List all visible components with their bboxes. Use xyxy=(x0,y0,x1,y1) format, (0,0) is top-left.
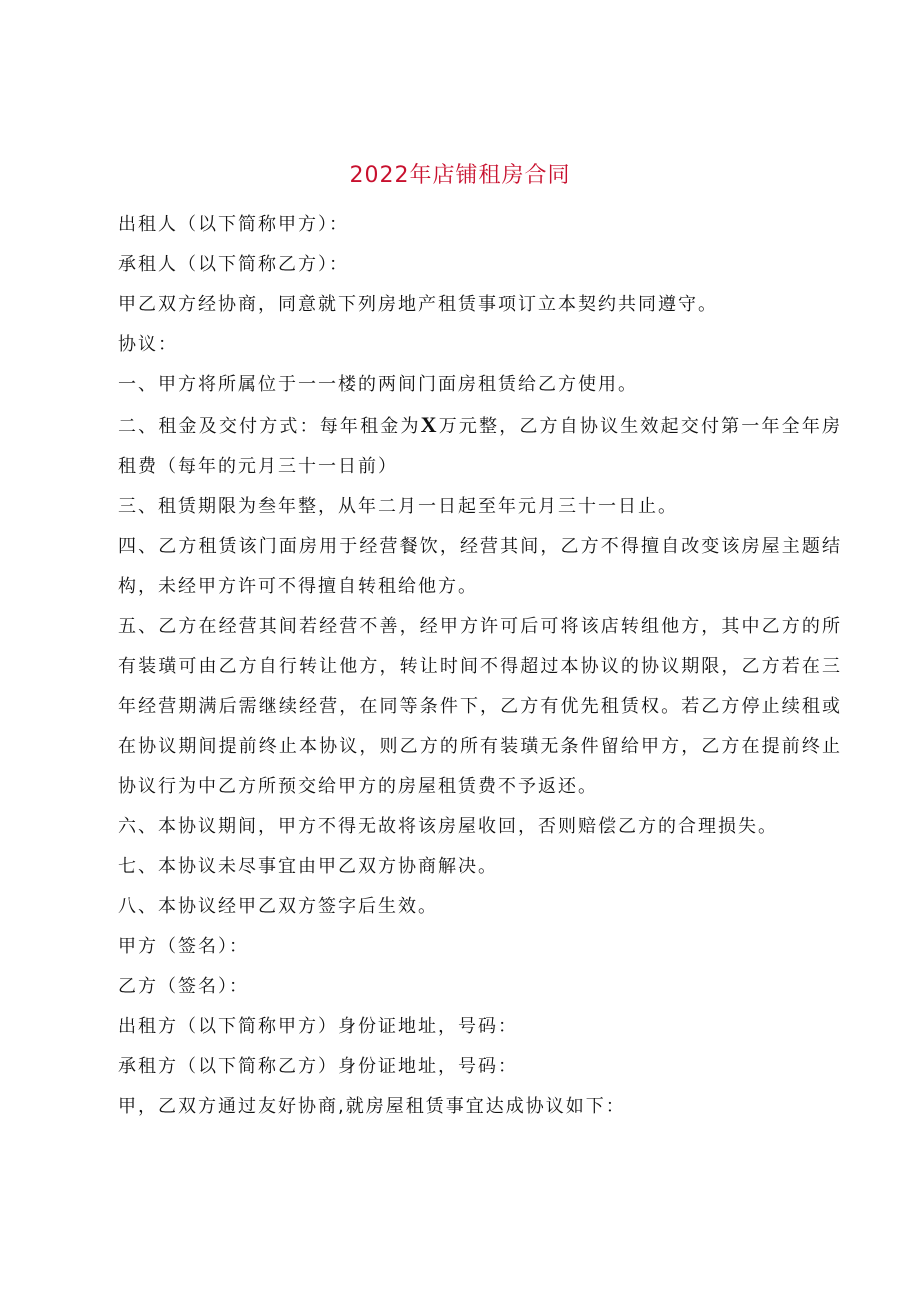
lessee-id-line: 承租方（以下简称乙方）身份证地址，号码： xyxy=(118,1056,518,1077)
document-body xyxy=(118,205,842,1127)
clause-5: 五、乙方在经营其间若经营不善，经甲方许可后可将该店转组他方，其中乙方的所有装璜可由乙方自行转让他方，转让时间不得超过本协议的协议期限，乙方若在三年经营期满后需继续经营，在同等条件下，乙方有优先租赁权。若乙方停止续租或在协议期间提前终止本协议，则乙方的所有装璜无条件留给甲方，乙方在提前终止协议行为中乙方所预交给甲方的房屋租赁费不予返还。 xyxy=(118,616,842,797)
document-title: 2022年店铺租房合同 xyxy=(349,163,571,188)
clause-7: 七、本协议未尽事宜由甲乙双方协商解决。 xyxy=(118,856,498,877)
negotiation-line: 甲，乙双方通过友好协商,就房屋租赁事宜达成协议如下： xyxy=(118,1096,626,1117)
clause-2-text-a: 二、租金及交付方式：每年租金为 xyxy=(118,416,421,437)
clause-8: 八、本协议经甲乙双方签字后生效。 xyxy=(118,896,438,917)
clause-2 xyxy=(118,405,842,487)
agreement-heading: 协议： xyxy=(118,334,178,355)
party-b-signature: 乙方（签名）： xyxy=(118,976,249,997)
intro-line: 甲乙双方经协商，同意就下列房地产租赁事项订立本契约共同遵守。 xyxy=(118,294,718,315)
clause-1: 一、甲方将所属位于一一楼的两间门面房租赁给乙方使用。 xyxy=(118,374,638,395)
clause-6: 六、本协议期间，甲方不得无故将该房屋收回，否则赔偿乙方的合理损失。 xyxy=(118,816,778,837)
clause-2-rent-placeholder: X xyxy=(420,412,439,437)
lessor-line: 出租人（以下简称甲方）： xyxy=(118,214,349,235)
lessor-id-line: 出租方（以下简称甲方）身份证地址，号码： xyxy=(118,1016,518,1037)
clause-3: 三、租赁期限为叁年整，从年二月一日起至年元月三十一日止。 xyxy=(118,496,678,517)
lessee-line: 承租人（以下简称乙方）： xyxy=(118,254,349,275)
party-a-signature: 甲方（签名）： xyxy=(118,936,249,957)
clause-4: 四、乙方租赁该门面房用于经营餐饮，经营其间，乙方不得擅自改变该房屋主题结构，未经甲方许可不得擅自转租给他方。 xyxy=(118,536,842,597)
clause-2-text-b: 万元整，乙方自协议生效起交付第一年全年房租费（每年的元月三十一日前） xyxy=(118,416,843,477)
